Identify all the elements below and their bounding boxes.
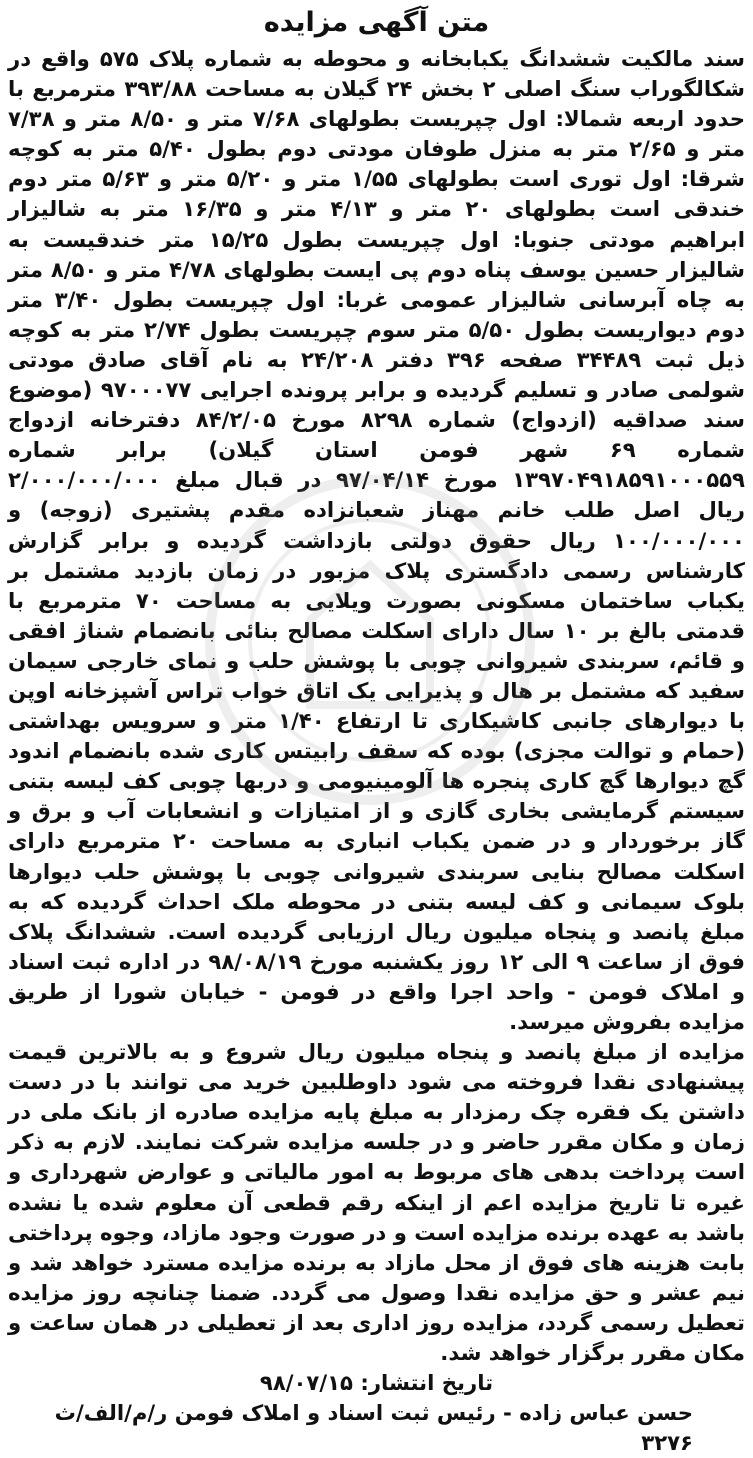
notice-paragraph-2: مزایده از مبلغ پانصد و پنجاه میلیون ریال شروع و به بالاترین قیمت پیشنهادی نقدا فروخته می شود داوطلبین خرید می توانند با در دست داشتن یک فقره چک رمزدار به مبلغ پایه مزایده صادره از بانک ملی در زمان و مکان مقرر حاضر و در جلسه مزایده شرکت نمایند. لازم به ذکر است پرداخت بدهی های مربوط به امور مالیاتی و عوارض شهرداری و غیره تا تاریخ مزایده اعم از اینکه رقم قطعی آن معلوم شده یا نشده باشد به عهده برنده مزایده است و در صورت وجود مازاد، وجوه پرداختی بابت هزینه های فوق از محل مازاد به برنده مزایده مسترد خواهد شد و نیم عشر و حق مزایده نقدا وصول می گردد. ضمنا چنانچه روز مزایده تعطیل رسمی گردد، مزایده روز اداری بعد از تعطیلی در همان ساعت و مکان مقرر برگزار خواهد شد. <box>8 1039 745 1366</box>
signature-line: حسن عباس زاده - رئیس ثبت اسناد و املاک فومن ر/م/الف/ث ۳۲۷۶ <box>54 1400 693 1456</box>
notice-title: متن آگهی مزایده <box>263 7 490 38</box>
publish-date: تاریخ انتشار: ۹۸/۰۷/۱۵ <box>259 1370 494 1396</box>
notice-paragraph-1: سند مالکیت ششدانگ یکبابخانه و محوطه به شماره پلاک ۵۷۵ واقع در شکالگوراب سنگ اصلی ۲ بخش ۲۴ گیلان به مساحت ۳۹۳/۸۸ مترمربع با حدود اربعه شمالا: اول چپریست بطولهای ۷/۶۸ متر و ۸/۵۰ متر و ۷/۳۸ متر و ۲/۶۵ متر به منزل طوفان مودتی دوم بطول ۵/۴۰ متر به کوچه شرقا: اول توری است بطولهای ۱/۵۵ متر و ۵/۲۰ متر و ۵/۶۳ متر دوم خندقی است بطولهای ۲۰ متر و ۴/۱۳ متر و ۱۶/۳۵ متر به شالیزار ابراهیم مودتی جنوبا: اول چپریست بطول ۱۵/۲۵ متر خندقیست به شالیزار حسین یوسف پناه دوم پی ایست بطولهای ۴/۷۸ متر و ۸/۵۰ متر به چاه آبرسانی شالیزار عمومی غربا: اول چپریست بطول ۳/۴۰ متر دوم دیواریست بطول ۵/۵۰ متر سوم چپریست بطول ۲/۷۴ متر به کوچه ذیل ثبت ۳۴۴۸۹ صفحه ۳۹۶ دفتر ۲۴/۲۰۸ به نام آقای صادق مودتی شولمی صادر و تسلیم گردیده و برابر پرونده اجرایی ۹۷۰۰۰۷۷ (موضوع سند صداقیه (ازدواج) شماره ۸۲۹۸ مورخ ۸۴/۲/۰۵ دفترخانه ازدواج شماره ۶۹ شهر فومن استان گیلان) برابر شماره ۱۳۹۷۰۴۹۱۸۵۹۱۰۰۰۵۵۹ مورخ ۹۷/۰۴/۱۴ در قبال مبلغ ۲/۰۰۰/۰۰۰/۰۰۰ ریال اصل طلب خانم مهناز شعبانزاده مقدم پشتیری (زوجه) و ۱۰۰/۰۰۰/۰۰۰ ریال حقوق دولتی بازداشت گردیده و برابر گزارش کارشناس رسمی دادگستری پلاک مزبور در زمان بازدید مشتمل بر یکباب ساختمان مسکونی بصورت ویلایی به مساحت ۷۰ مترمربع با قدمتی بالغ بر ۱۰ سال دارای اسکلت مصالح بنائی بانضمام شناژ افقی و قائم، سربندی شیروانی چوبی با پوشش حلب و نمای خارجی سیمان سفید که مشتمل بر هال و پذیرایی یک اتاق خواب تراس آشپزخانه اوپن با دیوارهای جانبی کاشیکاری تا ارتفاع ۱/۴۰ متر و سرویس بهداشتی (حمام و توالت مجزی) بوده که سقف رابیتس کاری شده بانضمام اندود گچ دیوارها گچ کاری پنجره ها آلومینیومی و دربها چوبی کف لیسه بتنی سیستم گرمایشی بخاری گازی و از امتیازات و انشعابات آب و برق و گاز برخوردار و در ضمن یکباب انباری به مساحت ۲۰ مترمربع دارای اسکلت مصالح بنایی سربندی شیروانی چوبی با پوشش حلب دیوارها بلوک سیمانی و کف لیسه بتنی در محوطه ملک احداث گردیده که به مبلغ پانصد و پنجاه میلیون ریال ارزیابی گردیده است. ششدانگ پلاک فوق از ساعت ۹ الی ۱۲ روز یکشنبه مورخ ۹۸/۰۸/۱۹ در اداره ثبت اسناد و املاک فومن - واحد اجرا واقع در فومن - خیابان شورا از طریق مزایده بفروش میرسد. <box>8 46 746 1034</box>
